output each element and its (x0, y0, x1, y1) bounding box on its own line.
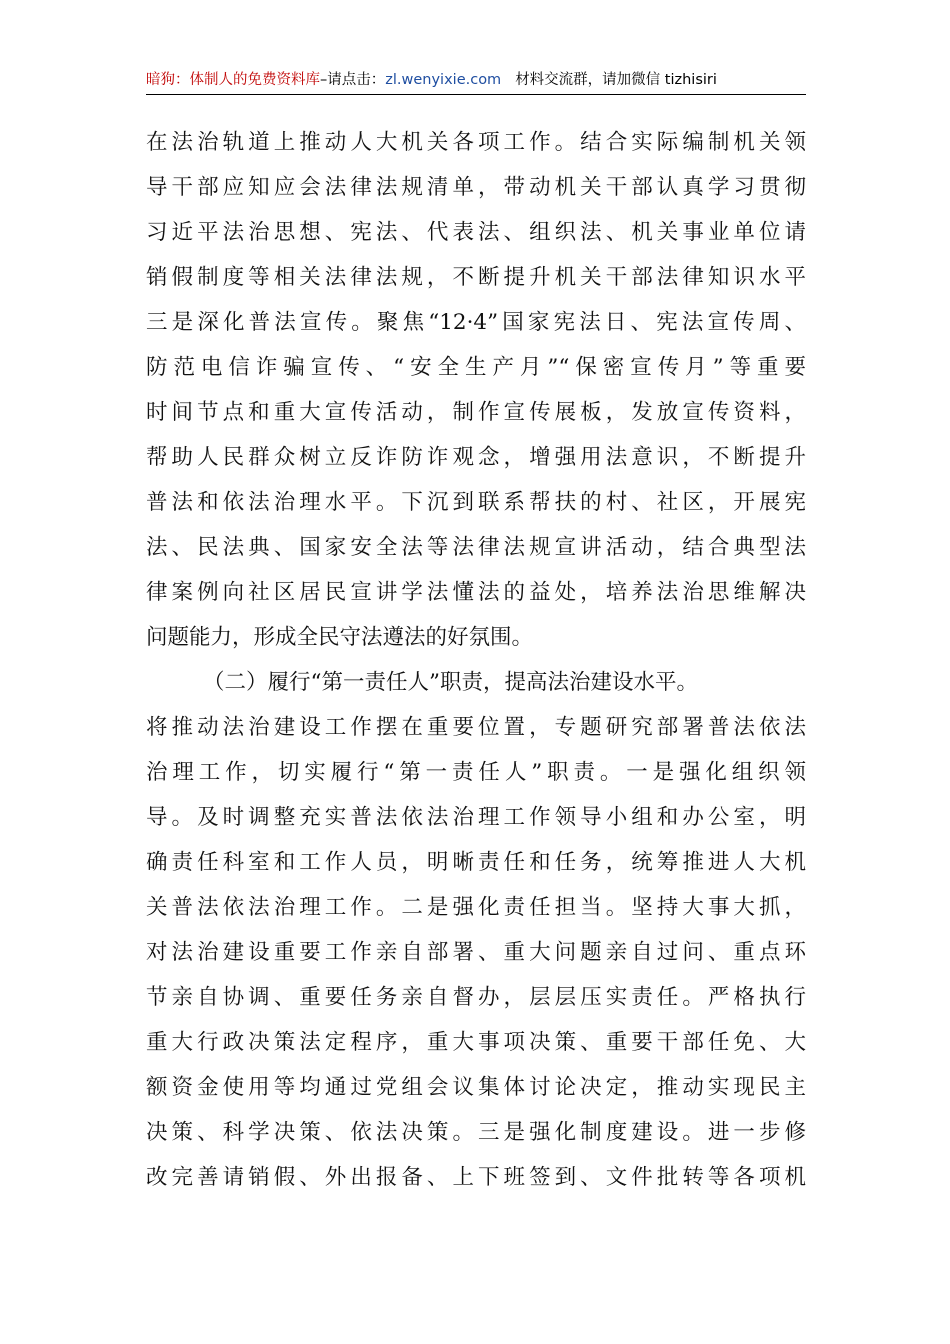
text-line: 将推动法治建设工作摆在重要位置，专题研究部署普法依法 (146, 715, 806, 740)
text-line: 问题能力，形成全民守法遵法的好氛围。 (146, 625, 534, 650)
text-line: 额资金使用等均通过党组会议集体讨论决定，推动实现民主 (146, 1075, 806, 1100)
text-line: 习近平法治思想、宪法、代表法、组织法、机关事业单位请 (146, 220, 806, 245)
header-link-prefix: –请点击： (320, 72, 386, 88)
header-site-name: 暗狗：体制人的免费资料库 (146, 72, 320, 88)
text-line: 决策、科学决策、依法决策。三是强化制度建设。进一步修 (146, 1120, 806, 1145)
text-line: 防范电信诈骗宣传、“安全生产月”“保密宣传月”等重要 (146, 355, 806, 380)
text-line: 普法和依法治理水平。下沉到联系帮扶的村、社区，开展宪 (146, 490, 806, 515)
header-url-link[interactable]: zl.wenyixie.com (385, 72, 502, 88)
text-line: 帮助人民群众树立反诈防诈观念，增强用法意识，不断提升 (146, 445, 806, 470)
text-line: 时间节点和重大宣传活动，制作宣传展板，发放宣传资料， (146, 400, 806, 425)
header-contact: 材料交流群，请加微信 tizhisiri (515, 72, 717, 88)
text-line: 重大行政决策法定程序，重大事项决策、重要干部任免、大 (146, 1030, 806, 1055)
text-line: 节亲自协调、重要任务亲自督办，层层压实责任。严格执行 (146, 985, 806, 1010)
text-line: 关普法依法治理工作。二是强化责任担当。坚持大事大抓， (146, 895, 806, 920)
text-line: 导干部应知应会法律法规清单，带动机关干部认真学习贯彻 (146, 175, 806, 200)
document-body (146, 120, 806, 1200)
text-line: 律案例向社区居民宣讲学法懂法的益处，培养法治思维解决 (146, 580, 806, 605)
text-line: 销假制度等相关法律法规，不断提升机关干部法律知识水平 (146, 265, 806, 290)
text-line: 导。及时调整充实普法依法治理工作领导小组和办公室，明 (146, 805, 806, 830)
text-line: 确责任科室和工作人员，明晰责任和任务，统筹推进人大机 (146, 850, 806, 875)
text-line: 在法治轨道上推动人大机关各项工作。结合实际编制机关领 (146, 130, 806, 155)
text-line: 对法治建设重要工作亲自部署、重大问题亲自过问、重点环 (146, 940, 806, 965)
page-header (146, 66, 806, 95)
text-line: 治理工作，切实履行“第一责任人”职责。一是强化组织领 (146, 760, 806, 785)
text-line: 改完善请销假、外出报备、上下班签到、文件批转等各项机 (146, 1165, 806, 1190)
text-line: 三是深化普法宣传。聚焦“12·4”国家宪法日、宪法宣传周、 (146, 310, 806, 335)
section-heading: （二）履行“第一责任人”职责，提高法治建设水平。 (203, 670, 698, 695)
text-line: 法、民法典、国家安全法等法律法规宣讲活动，结合典型法 (146, 535, 806, 560)
